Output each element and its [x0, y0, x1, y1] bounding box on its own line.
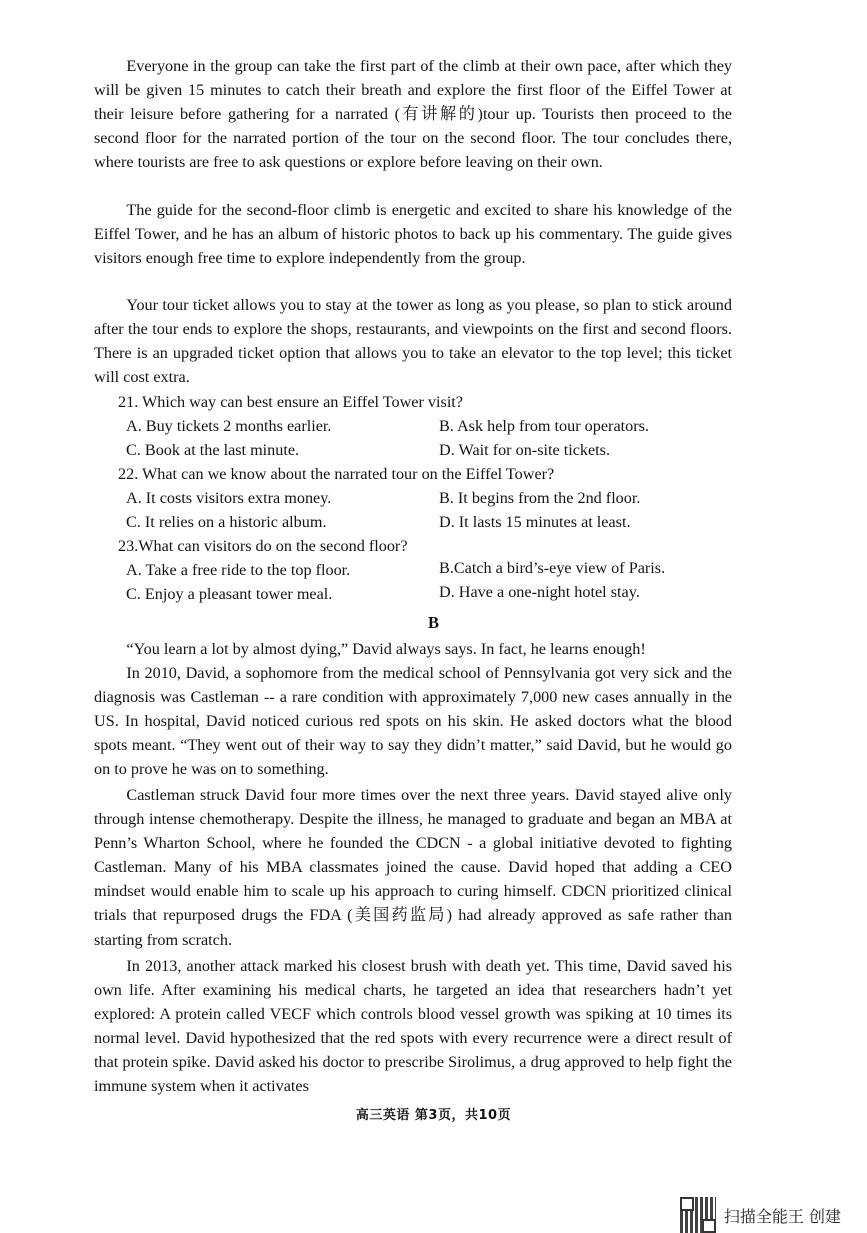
scanner-watermark	[680, 1197, 841, 1233]
question-23-option-b: B.Catch a bird’s-eye view of Paris.	[439, 559, 666, 577]
question-22-option-c: C. It relies on a historic album.	[126, 513, 327, 531]
question-23-option-a: A. Take a free ride to the top floor.	[126, 561, 351, 579]
qr-code-icon	[680, 1197, 716, 1233]
question-21-stem: 21. Which way can best ensure an Eiffel Tower visit?	[118, 393, 463, 411]
passage-b-paragraph-2: In 2010, David, a sophomore from the medical school of Pennsylvania got very sick and the diagnosis was Castleman -- a rare condition with approximately 7,000 new cases annually in the US. In hospital, David noticed curious red spots on his skin. He asked doctors what the blood spots meant. “They went out of their way to say they didn’t matter,” said David, but he would go on to prove he was on to something.	[94, 664, 732, 779]
question-22-option-d: D. It lasts 15 minutes at least.	[439, 513, 631, 531]
question-21-option-b: B. Ask help from tour operators.	[439, 417, 649, 435]
passage-b-paragraph-4: In 2013, another attack marked his closest brush with death yet. This time, David saved his own life. After examining his medical charts, he targeted an idea that researchers hadn’t yet explored: A protein called VECF which controls blood vessel growth was spiking at 10 times its normal level. David hypothesized that the red spots with every recurrence were a direct result of that protein spike. David asked his doctor to prescribe Sirolimus, a drug approved to help fight the immune system when it activates	[94, 957, 732, 1096]
section-b-heading: B	[427, 613, 439, 632]
question-22-option-a: A. It costs visitors extra money.	[126, 489, 332, 507]
passage-a-paragraph-1: Everyone in the group can take the first part of the climb at their own pace, after which they will be given 15 minutes to catch their breath and explore the first floor of the Eiffel Tower at their leisure before gathering for a narrated (有讲解的)tour up. Tourists then proceed to the second floor for the narrated portion of the tour on the second floor. The tour concludes there, where tourists are free to ask questions or explore before leaving on their own.	[94, 57, 732, 172]
page-footer: 高三英语 第3页，共10页	[355, 1108, 512, 1123]
question-22-option-b: B. It begins from the 2nd floor.	[439, 489, 641, 507]
question-21-option-a: A. Buy tickets 2 months earlier.	[126, 417, 332, 435]
question-22-stem: 22. What can we know about the narrated tour on the Eiffel Tower?	[118, 465, 555, 483]
passage-b-paragraph-1: “You learn a lot by almost dying,” David always says. In fact, he learns enough!	[126, 640, 646, 658]
question-23-option-c: C. Enjoy a pleasant tower meal.	[126, 585, 333, 603]
scanner-watermark-text: 扫描全能王 创建	[723, 1206, 841, 1226]
question-21-option-c: C. Book at the last minute.	[126, 441, 300, 459]
passage-b-paragraph-3: Castleman struck David four more times over the next three years. David stayed alive only through intense chemotherapy. Despite the illness, he managed to graduate and began an MBA at Penn’s Wharton School, where he founded the CDCN - a global initiative devoted to fighting Castleman. Many of his MBA classmates joined the cause. David hoped that adding a CEO mindset would enable him to scale up his approach to curing himself. CDCN prioritized clinical trials that repurposed drugs the FDA (美国药监局) had already approved as safe rather than starting from scratch.	[94, 786, 732, 949]
passage-a-paragraph-2: The guide for the second-floor climb is energetic and excited to share his knowledge of the Eiffel Tower, and he has an album of historic photos to back up his commentary. The guide gives visitors enough free time to explore independently from the group.	[94, 201, 732, 268]
question-23-option-d: D. Have a one-night hotel stay.	[439, 583, 640, 601]
question-23-stem: 23.What can visitors do on the second floor?	[118, 537, 408, 555]
passage-a-paragraph-3: Your tour ticket allows you to stay at the tower as long as you please, so plan to stick around after the tour ends to explore the shops, restaurants, and viewpoints on the first and second floors. There is an upgraded ticket option that allows you to take an elevator to the top level; this ticket will cost extra.	[94, 296, 732, 387]
question-21-option-d: D. Wait for on-site tickets.	[439, 441, 611, 459]
